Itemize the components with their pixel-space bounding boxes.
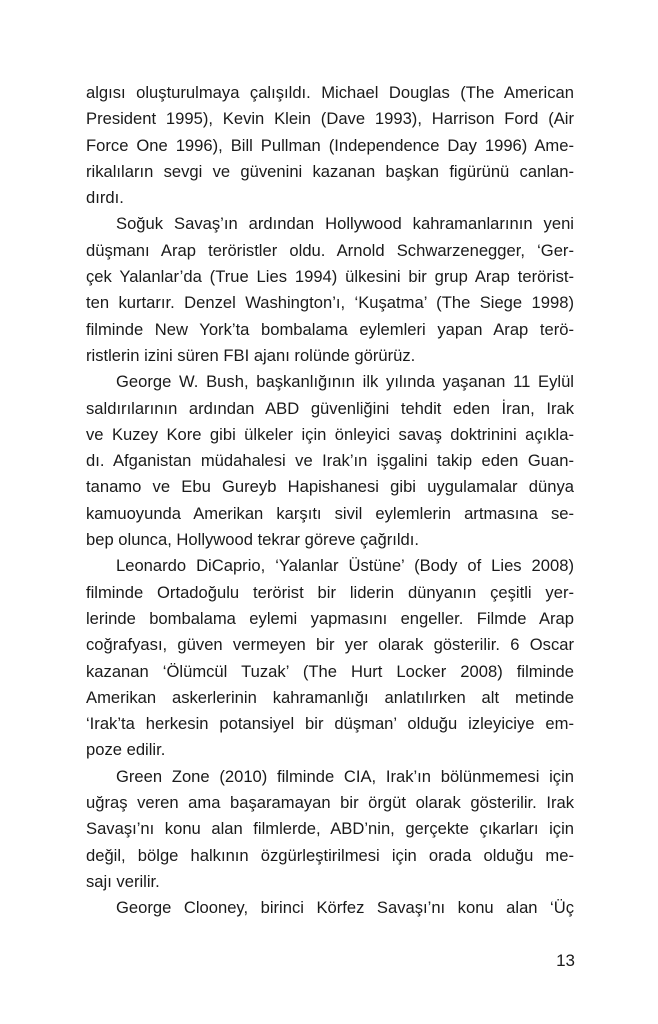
paragraph-1 <box>86 80 574 211</box>
text-line: uğraş veren ama başaramayan bir örgüt olarak gösterilir. Irak <box>86 793 574 813</box>
paragraph-3 <box>86 369 574 553</box>
text-line: düşmanı Arap teröristler oldu. Arnold Schwarzenegger, ‘Ger- <box>86 240 574 260</box>
text-line: rikalıların sevgi ve güvenini kazanan başkan figürünü canlan- <box>86 161 574 181</box>
text-line: Force One 1996), Bill Pullman (Independence Day 1996) Ame- <box>86 135 574 155</box>
text-line: bep olunca, Hollywood tekrar göreve çağrıldı. <box>86 530 419 550</box>
text-line: kamuoyunda Amerikan karşıtı sivil eylemlerin artmasına se- <box>86 503 574 523</box>
text-line: filminde New York’ta bombalama eylemleri yapan Arap terö- <box>86 319 574 339</box>
text-line: Amerikan askerlerinin kahramanlığı anlatılırken alt metinde <box>86 687 574 707</box>
text-line: ‘Irak’ta herkesin potansiyel bir düşman’ olduğu izleyiciye em- <box>86 714 574 734</box>
text-line: tanamo ve Ebu Gureyb Hapishanesi gibi uygulamalar dünya <box>86 477 574 497</box>
text-line: filminde Ortadoğulu terörist bir liderin dünyanın çeşitli yer- <box>86 582 574 602</box>
text-line: Leonardo DiCaprio, ‘Yalanlar Üstüne’ (Body of Lies 2008) <box>116 556 574 576</box>
paragraph-6 <box>86 895 574 921</box>
text-line: algısı oluşturulmaya çalışıldı. Michael Douglas (The American <box>86 83 574 102</box>
text-line: George Clooney, birinci Körfez Savaşı’nı konu alan ‘Üç <box>116 898 574 918</box>
paragraph-5 <box>86 764 574 895</box>
text-line: kazanan ‘Ölümcül Tuzak’ (The Hurt Locker 2008) filminde <box>86 661 574 681</box>
text-line: sajı verilir. <box>86 871 160 891</box>
text-line: poze edilir. <box>86 740 166 760</box>
page-number: 13 <box>556 951 575 970</box>
paragraph-4 <box>86 553 574 763</box>
text-line: Soğuk Savaş’ın ardından Hollywood kahramanlarının yeni <box>116 214 574 234</box>
text-line: dı. Afganistan müdahalesi ve Irak’ın işgalini takip eden Guan- <box>86 451 574 471</box>
text-line: President 1995), Kevin Klein (Dave 1993), Harrison Ford (Air <box>86 109 574 129</box>
text-line: coğrafyası, güven vermeyen bir yer olarak gösterilir. 6 Oscar <box>86 635 574 655</box>
text-line: Green Zone (2010) filminde CIA, Irak’ın bölünmemesi için <box>116 766 574 786</box>
text-line: saldırılarının ardından ABD güvenliğini tehdit eden İran, Irak <box>86 398 574 418</box>
text-line: ristlerin izini süren FBI ajanı rolünde görürüz. <box>86 345 416 365</box>
text-line: çek Yalanlar’da (True Lies 1994) ülkesini bir grup Arap terörist- <box>86 267 574 287</box>
text-line: George W. Bush, başkanlığının ilk yılında yaşanan 11 Eylül <box>116 372 574 392</box>
text-line: dırdı. <box>86 188 124 208</box>
text-line: ten kurtarır. Denzel Washington’ı, ‘Kuşatma’ (The Siege 1998) <box>86 293 574 313</box>
paragraph-2 <box>86 211 574 369</box>
text-line: Savaşı’nı konu alan filmlerde, ABD’nin, gerçekte çıkarları için <box>86 819 574 839</box>
text-line: değil, bölge halkının özgürleştirilmesi için orada olduğu me- <box>86 845 574 865</box>
book-page-body <box>86 80 574 922</box>
text-line: ve Kuzey Kore gibi ülkeler için önleyici savaş doktrinini açıkla- <box>86 424 574 444</box>
text-line: lerinde bombalama eylemi yapmasını engeller. Filmde Arap <box>86 608 574 628</box>
